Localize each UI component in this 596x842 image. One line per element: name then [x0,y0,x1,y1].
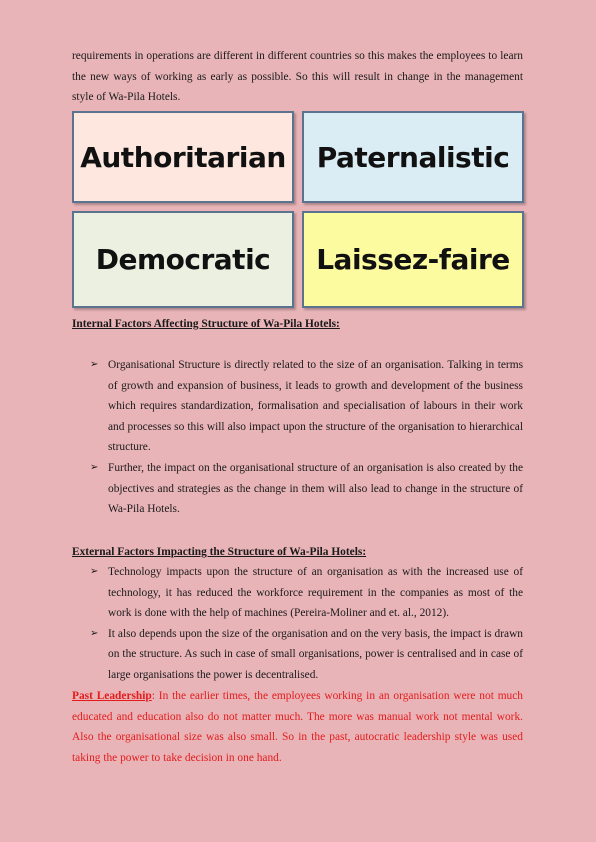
past-leadership-paragraph [72,686,523,768]
internal-factors-heading: Internal Factors Affecting Structure of Wa-Pila Hotels: [72,318,340,330]
arrow-bullet-icon: ➢ [90,627,99,639]
arrow-bullet-icon: ➢ [90,359,99,370]
external-factors-list [90,562,523,686]
list-item [90,562,523,624]
list-item-text: Organisational Structure is directly related to the size of an organisation. Talking in terms of growth and expansion of business, it leads to growth and development of the business which requires standardization, formalisation and specialisation of labours in their work and processes so this will also impact upon the structure of the organisation to hierarchical structure. [108,359,523,454]
list-item [90,624,523,686]
list-item-text: Further, the impact on the organisational structure of an organisation is also created by the objectives and strategies as the change in them will also lead to change in the structure of Wa-Pila Hotels. [108,461,523,516]
internal-factors-list [90,355,523,520]
laissez-faire-box: Laissez-faire [302,211,524,308]
external-factors-heading: External Factors Impacting the Structure of Wa-Pila Hotels: [72,546,367,558]
authoritarian-box: Authoritarian [72,111,294,203]
arrow-bullet-icon: ➢ [90,566,99,577]
leadership-styles-diagram [72,111,524,309]
list-item [90,458,523,520]
past-leadership-label: Past Leadership [72,690,152,702]
past-leadership-text: : In the earlier times, the employees working in an organisation were not much educated and education also do not matter much. The more was manual work not mental work. Also the organisational size was also small. So in the past, autocratic leadership style was used taking the power to take decision in one hand. [72,690,523,764]
arrow-bullet-icon: ➢ [90,461,99,473]
list-item [90,355,523,458]
democratic-box: Democratic [72,211,294,308]
paternalistic-box: Paternalistic [302,111,524,203]
list-item-text: It also depends upon the size of the organisation and on the very basis, the impact is drawn on the structure. As such in case of small organisations, power is centralised and in case of large organisations the power is decentralised. [108,627,523,681]
list-item-text: Technology impacts upon the structure of an organisation as with the increased use of technology, it has reduced the workforce requirement in the companies as most of the work is done with the help of machines (Pereira-Moliner and et. al., 2012). [108,566,523,620]
intro-paragraph: requirements in operations are different in different countries so this makes the employees to learn the new ways of working as early as possible. So this will result in change in the management style of Wa-Pila Hotels. [72,50,523,104]
